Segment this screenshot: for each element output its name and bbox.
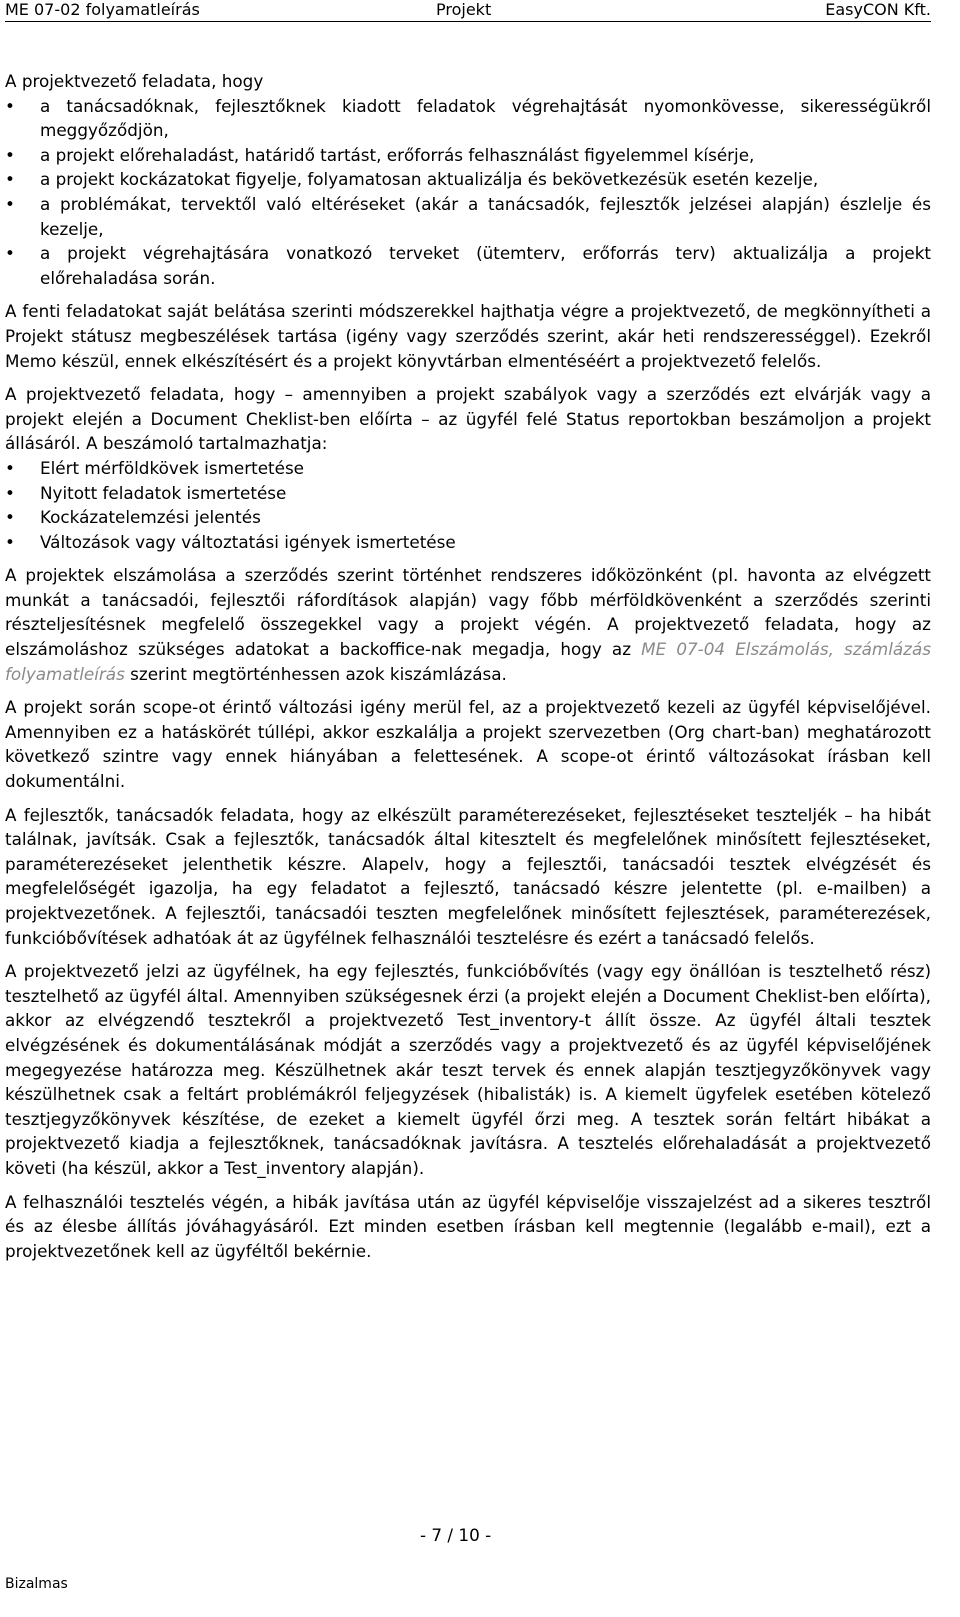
confidentiality-label: Bizalmas: [5, 1576, 68, 1592]
billing-text-start: A projektek elszámolása a szerződés szerint történhet rendszeres időközönként (pl. havonta az elvégzett munkát a tanácsadói, fejlesztői ráfordítások alapján) vagy főbb mérföldkövenként a szerződés szerinti részteljesítésnek megfelelő összegekkel vagy a projekt végén. A projektvezető feladata, hogy az elszámoláshoz szükséges adatokat a backoffice-nak megadja, hogy az: [5, 565, 931, 660]
report-contents-list: [5, 456, 931, 554]
list-item-text: a problémákat, tervektől való eltéréseket (akár a tanácsadók, fejlesztők jelzései alapján) észlelje és kezelje,: [40, 193, 931, 239]
paragraph-user-testing: A projektvezető jelzi az ügyfélnek, ha egy fejlesztés, funkcióbővítés (vagy egy önállóan is tesztelhető rész) tesztelhető az ügyfél által. Amennyiben szükségesnek érzi (a projekt elején a Document Cheklist-ben előírta), akkor az elvégzendő tesztekről a projektvezető Test_inventory-t állít össze. Az ügyfél általi tesztek elvégzésének és dokumentálásának módját a szerződés vagy a projektvezető és az ügyfél képviselőjének megegyezése határozza meg. Készülhetnek akár teszt tervek és ennek alapján tesztjegyzőkönyvek vagy készülhetnek csak a feltárt problémákról feljegyzések (hibalisták) is. A kiemelt ügyfelek esetében kötelező tesztjegyzőkönyvek készítése, de ezeket a kiemelt ügyfél őrzi meg. A tesztek során feltárt hibákat a projektvezető kiadja a fejlesztőknek, tanácsadóknak javításra. A tesztelés előrehaladását a projektvezető követi (ha készül, akkor a Test_inventory alapján).: [5, 961, 931, 1178]
paragraph-developer-testing: A fejlesztők, tanácsadók feladata, hogy az elkészült paraméterezéseket, fejlesztéseket teszteljék – ha hibát találnak, javítsák. Csak a fejlesztők, tanácsadók által kitesztelt és megfelelőnek minősített fejlesztéseket, paraméterezéseket jelenthetik készre. Alapelv, hogy a fejlesztői, tanácsadói tesztek elvégzését és megfelelőségét igazolja, ha egy feladatot a fejlesztő, tanácsadó készre jelentette (pl. e-mailben) a projektvezetőnek. A fejlesztői, tanácsadói teszten megfelelőnek minősített fejlesztések, paraméterezések, funkcióbővítések adhatóak át az ügyfélnek felhasználói tesztelésre és ezért a tanácsadó felelős.: [5, 804, 931, 948]
paragraph-status-meetings: A fenti feladatokat saját belátása szerinti módszerekkel hajthatja végre a projektvezető, de megkönnyítheti a Projekt státusz megbeszélések tartása (igény vagy szerződés szerint, akár heti rendszerességgel). Ezekről Memo készül, ennek elkészítésért és a projekt könyvtárban elmentéséért a projektvezető felelős.: [5, 301, 931, 371]
page-header: [0, 0, 960, 22]
header-document-id: ME 07-02 folyamatleírás: [5, 0, 200, 19]
bullet-icon: •: [5, 144, 15, 165]
paragraph-billing: [5, 563, 931, 686]
list-item: [5, 481, 931, 506]
paragraph-acceptance: A felhasználói tesztelés végén, a hibák javítása után az ügyfél képviselője visszajelzést ad a sikeres tesztről és az élesbe állítás jóváhagyásáról. Ezt minden esetben írásban kell megtennie (legalább e-mail), ezt a projektvezetőnek kell az ügyféltől bekérnie.: [5, 1191, 931, 1261]
list-item-text: a projekt kockázatokat figyelje, folyamatosan aktualizálja és bekövetkezésük esetén kezelje,: [40, 169, 819, 190]
list-item: [5, 530, 931, 555]
billing-process-link[interactable]: ME 07-04 Elszámolás, számlázás folyamatleírás: [5, 639, 931, 684]
list-item-text: a projekt végrehajtására vonatkozó terveket (ütemterv, erőforrás terv) aktualizálja a projekt előrehaladása során.: [40, 243, 931, 288]
list-item: [5, 167, 931, 192]
header-section: Projekt: [436, 0, 492, 19]
list-item-text: Nyitott feladatok ismertetése: [40, 482, 287, 503]
bullet-icon: •: [5, 243, 15, 264]
list-item-text: Elért mérföldkövek ismertetése: [40, 457, 305, 478]
bullet-icon: •: [5, 482, 15, 503]
list-item-text: Kockázatelemzési jelentés: [40, 507, 261, 528]
list-item-text: a tanácsadóknak, fejlesztőknek kiadott feladatok végrehajtását nyomonkövesse, sikerességükről meggyőződjön,: [40, 95, 931, 141]
header-divider: [5, 21, 931, 22]
paragraph-status-reports: A projektvezető feladata, hogy – amennyiben a projekt szabályok vagy a szerződés ezt elvárják vagy a projekt elején a Document Cheklist-ben előírta – az ügyfél felé Status reportokban beszámoljon a projekt állásáról. A beszámoló tartalmazhatja:: [5, 384, 931, 454]
bullet-icon: •: [5, 531, 15, 552]
bullet-icon: •: [5, 169, 15, 190]
bullet-icon: •: [5, 457, 15, 478]
list-item-text: a projekt előrehaladást, határidő tartást, erőforrás felhasználást figyelemmel kísérje,: [40, 144, 755, 165]
page-number: - 7 / 10 -: [420, 1525, 492, 1545]
list-item: [5, 241, 931, 290]
bullet-icon: •: [5, 507, 15, 528]
list-item: [5, 456, 931, 481]
billing-text-end: szerint megtörténhessen azok kiszámlázása.: [124, 663, 507, 684]
list-item: [5, 192, 931, 241]
list-item: [5, 94, 931, 143]
bullet-icon: •: [5, 95, 15, 116]
list-item: [5, 143, 931, 168]
intro-paragraph: A projektvezető feladata, hogy: [5, 71, 264, 91]
document-body: [5, 69, 931, 1272]
task-list: [5, 94, 931, 291]
list-item-text: Változások vagy változtatási igények ismertetése: [40, 531, 456, 552]
header-company: EasyCON Kft.: [825, 0, 931, 19]
list-item: [5, 505, 931, 530]
bullet-icon: •: [5, 193, 15, 214]
paragraph-scope-change: A projekt során scope-ot érintő változási igény merül fel, az a projektvezető kezeli az ügyfél képviselőjével. Amennyiben ez a hatáskörét túllépi, akkor eszkalálja a projekt szervezetben (Org chart-ban) meghatározott következő szintre vagy ennek hiányában a felettesének. A scope-ot érintő változásokat írásban kell dokumentálni.: [5, 697, 931, 792]
